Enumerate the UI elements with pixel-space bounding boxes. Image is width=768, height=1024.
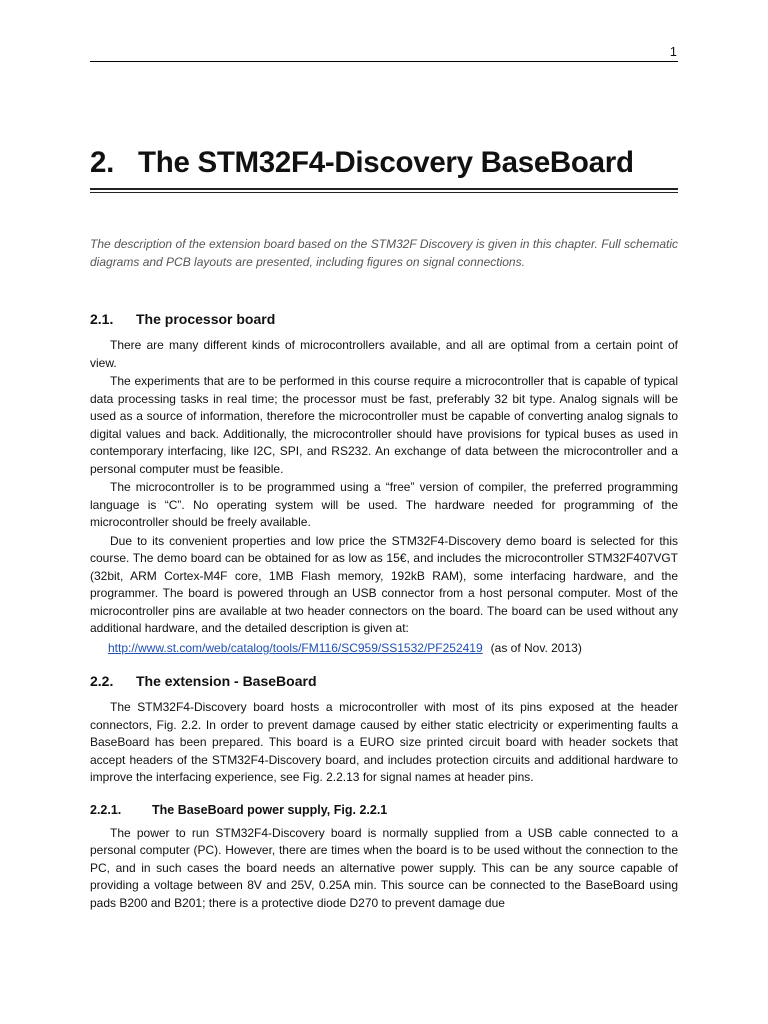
subsection-title: The BaseBoard power supply, Fig. 2.2.1: [152, 802, 388, 817]
paragraph: Due to its convenient properties and low price the STM32F4-Discovery demo board is selected for this course. The demo board can be obtained for as low as 15€, and includes the microcontroller STM32F407VGT (32bit, ARM Cortex-M4F core, 1MB Flash memory, 192kB RAM), some interfacing hardware, and the programmer. The board is powered through an USB connector from a host personal computer. Most of the microcontroller pins are available at two header connectors on the board. The board can be used without any additional hardware, and the detailed description is given at:: [90, 533, 678, 635]
title-rule: [90, 188, 678, 193]
paragraph: There are many different kinds of microcontrollers available, and all are optimal from a certain point of view.: [90, 338, 678, 370]
paragraph: The microcontroller is to be programmed using a “free” version of compiler, the preferred programming language is “C”. No operating system will be used. The hardware needed for programming of the microcontroller should be freely available.: [90, 480, 678, 529]
paragraph: The power to run STM32F4-Discovery board is normally supplied from a USB cable connected to a personal computer (PC). However, there are times when the board is to be used without the connection to the PC, and in such cases the board needs an alternative power supply. This can be any source capable of providing a voltage between 8V and 25V, 0.25A min. This source can be connected to the BaseBoard using pads B200 and B201; there is a protective diode D270 to prevent damage due: [90, 825, 678, 910]
chapter-title-text: The STM32F4-Discovery BaseBoard: [138, 146, 634, 179]
paragraph: The experiments that are to be performed in this course require a microcontroller that is capable of typical data processing tasks in real time; the processor must be fast, preferably 32 bit type. Analog signals will be used as a source of information, therefore the microcontroller must be capable of converting analog signals to digital values and back. Additionally, the microcontroller should have provisions for typical buses as used in contemporary interfacing, like I2C, SPI, and RS232. An exchange of data between the microcontroller and a personal computer must be feasible.: [90, 374, 678, 476]
section-heading-2-1: [90, 309, 678, 329]
chapter-number: 2.: [90, 146, 115, 179]
chapter-abstract: The description of the extension board based on the STM32F Discovery is given in this chapter. Full schematic diagrams and PCB layouts are presented, including figures on signal connections.: [90, 237, 678, 269]
st-product-link[interactable]: http://www.st.com/web/catalog/tools/FM116/SC959/SS1532/PF252419: [108, 640, 483, 655]
document-body: [90, 309, 678, 912]
header-rule: [90, 61, 678, 62]
paragraph: The STM32F4-Discovery board hosts a microcontroller with most of its pins exposed at the header connectors, Fig. 2.2. In order to prevent damage caused by either static electricity or experimenting faults a BaseBoard has been prepared. This board is a EURO size printed circuit board with header sockets that accept headers of the STM32F4-Discovery board, and includes protection circuits and additional hardware to improve the interfacing experience, see Fig. 2.2.13 for signal names at header pins.: [90, 700, 678, 784]
section-title: The processor board: [136, 311, 276, 327]
reference-line: [90, 640, 678, 658]
subsection-heading-2-2-1: [90, 801, 678, 819]
section-number: 2.1.: [90, 311, 114, 327]
section-number: 2.2.: [90, 673, 114, 689]
subsection-number: 2.2.1.: [90, 802, 122, 817]
page-number: 1: [669, 44, 677, 59]
section-title: The extension - BaseBoard: [136, 673, 317, 689]
chapter-title: [90, 146, 678, 180]
link-date-note: (as of Nov. 2013): [490, 640, 582, 655]
section-heading-2-2: [90, 671, 678, 691]
